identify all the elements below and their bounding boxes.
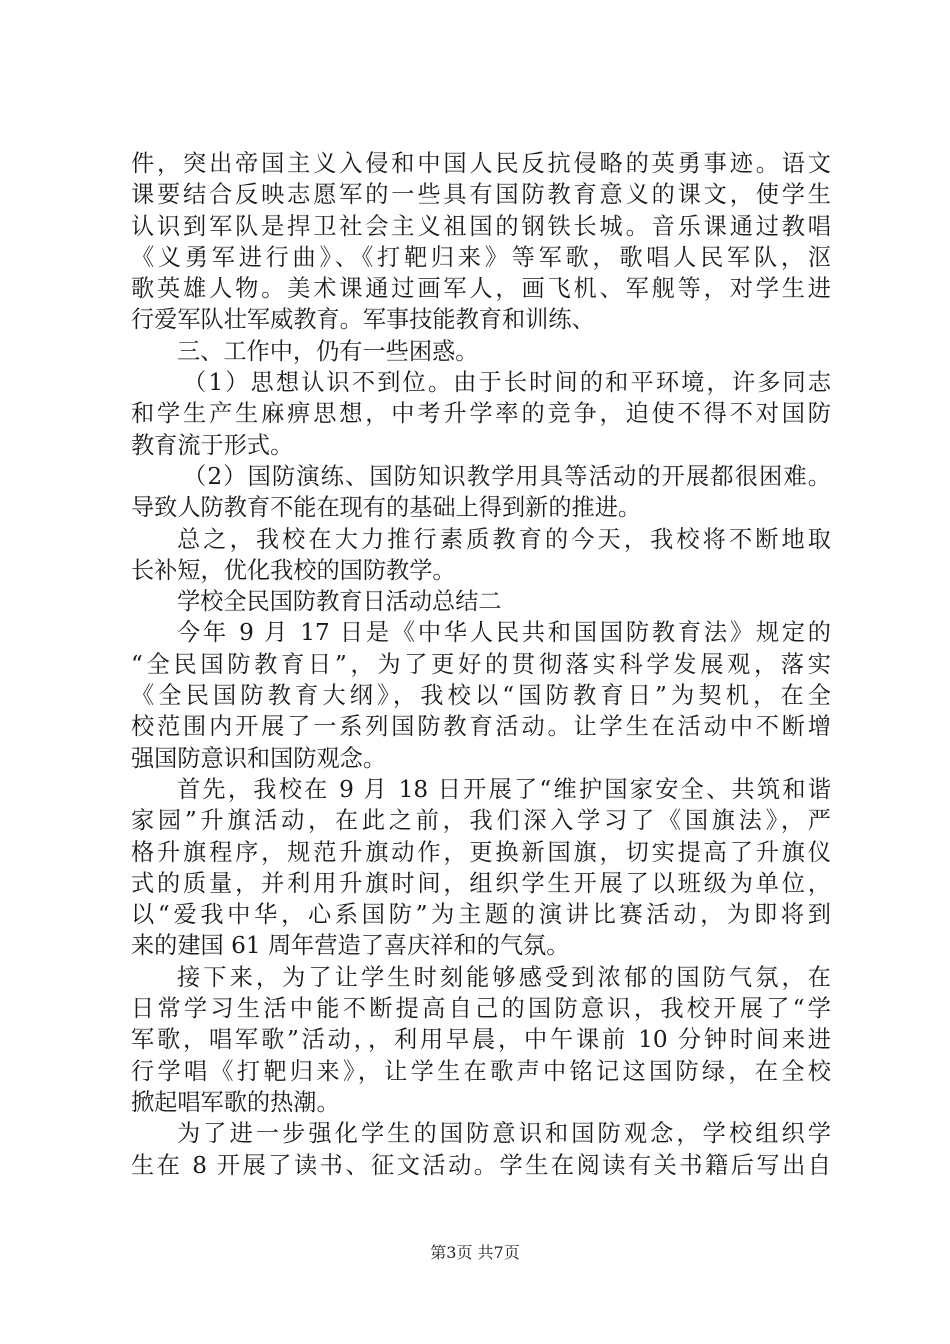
- text-line: 日常学习生活中能不断提高自己的国防意识，我校开展了“学: [131, 995, 831, 1023]
- text-line: 件，突出帝国主义入侵和中国人民反抗侵略的英勇事迹。语文: [131, 150, 831, 177]
- text-line: 格升旗程序，规范升旗动作，更换新国旗，切实提高了升旗仪: [131, 838, 831, 866]
- text-line: 式的质量，并利用升旗时间，组织学生开展了以班级为单位，: [131, 869, 831, 897]
- section-title: 学校全民国防教育日活动总结二: [177, 588, 502, 616]
- text-line: 行爱军队壮军威教育。军事技能教育和训练、: [131, 306, 595, 334]
- text-line: 生在 8 开展了读书、征文活动。学生在阅读有关书籍后写出自: [131, 1151, 831, 1179]
- text-line: “全民国防教育日”，为了更好的贯彻落实科学发展观，落实: [131, 650, 831, 678]
- text-line: 强国防意识和国防观念。: [131, 744, 387, 772]
- text-line: 来的建国 61 周年营造了喜庆祥和的气氛。: [131, 932, 570, 960]
- text-line: 课要结合反映志愿军的一些具有国防教育意义的课文，使学生: [131, 181, 831, 209]
- text-line: 掀起唱军歌的热潮。: [131, 1088, 340, 1116]
- page-footer: 第3页 共7页: [430, 1243, 520, 1262]
- text-line: 今年 9 月 17 日是《中华人民共和国国防教育法》规定的: [177, 619, 831, 647]
- text-line: 认识到军队是捍卫社会主义祖国的钢铁长城。音乐课通过教唱: [131, 212, 831, 240]
- text-line: 《全民国防教育大纲》，我校以“国防教育日”为契机，在全: [131, 682, 831, 710]
- text-line: 为了进一步强化学生的国防意识和国防观念，学校组织学: [177, 1120, 831, 1148]
- text-line: 校范围内开展了一系列国防教育活动。让学生在活动中不断增: [131, 713, 831, 741]
- text-line: 《义勇军进行曲》、《打靶归来》等军歌，歌唱人民军队，沤: [131, 243, 831, 271]
- text-line: 导致人防教育不能在现有的基础上得到新的推进。: [131, 494, 642, 522]
- text-line: 首先，我校在 9 月 18 日开展了“维护国家安全、共筑和谐: [177, 775, 831, 803]
- text-line: 军歌，唱军歌”活动，，利用早晨，中午课前 10 分钟时间来进: [131, 1026, 831, 1054]
- text-line: 接下来，为了让学生时刻能够感受到浓郁的国防气氛，在: [177, 963, 831, 991]
- text-line: 总之，我校在大力推行素质教育的今天，我校将不断地取: [177, 525, 831, 553]
- text-line: 教育流于形式。: [131, 431, 294, 459]
- text-line: 以“爱我中华，心系国防”为主题的演讲比赛活动，为即将到: [131, 901, 831, 929]
- text-line: （1）思想认识不到位。由于长时间的和平环境，许多同志: [183, 369, 831, 397]
- text-line: 家园”升旗活动，在此之前，我们深入学习了《国旗法》，严: [131, 807, 831, 835]
- text-line: 歌英雄人物。美术课通过画军人，画飞机、军舰等，对学生进: [131, 275, 831, 303]
- text-line: （2）国防演练、国防知识教学用具等活动的开展都很困难。: [183, 462, 831, 490]
- document-body: [131, 148, 831, 1181]
- text-line: 长补短，优化我校的国防教学。: [131, 556, 456, 584]
- text-line: 行学唱《打靶归来》，让学生在歌声中铭记这国防绿，在全校: [131, 1057, 831, 1085]
- section-heading: 三、工作中，仍有一些困惑。: [177, 337, 479, 365]
- text-line: 和学生产生麻痹思想，中考升学率的竞争，迫使不得不对国防: [131, 400, 831, 428]
